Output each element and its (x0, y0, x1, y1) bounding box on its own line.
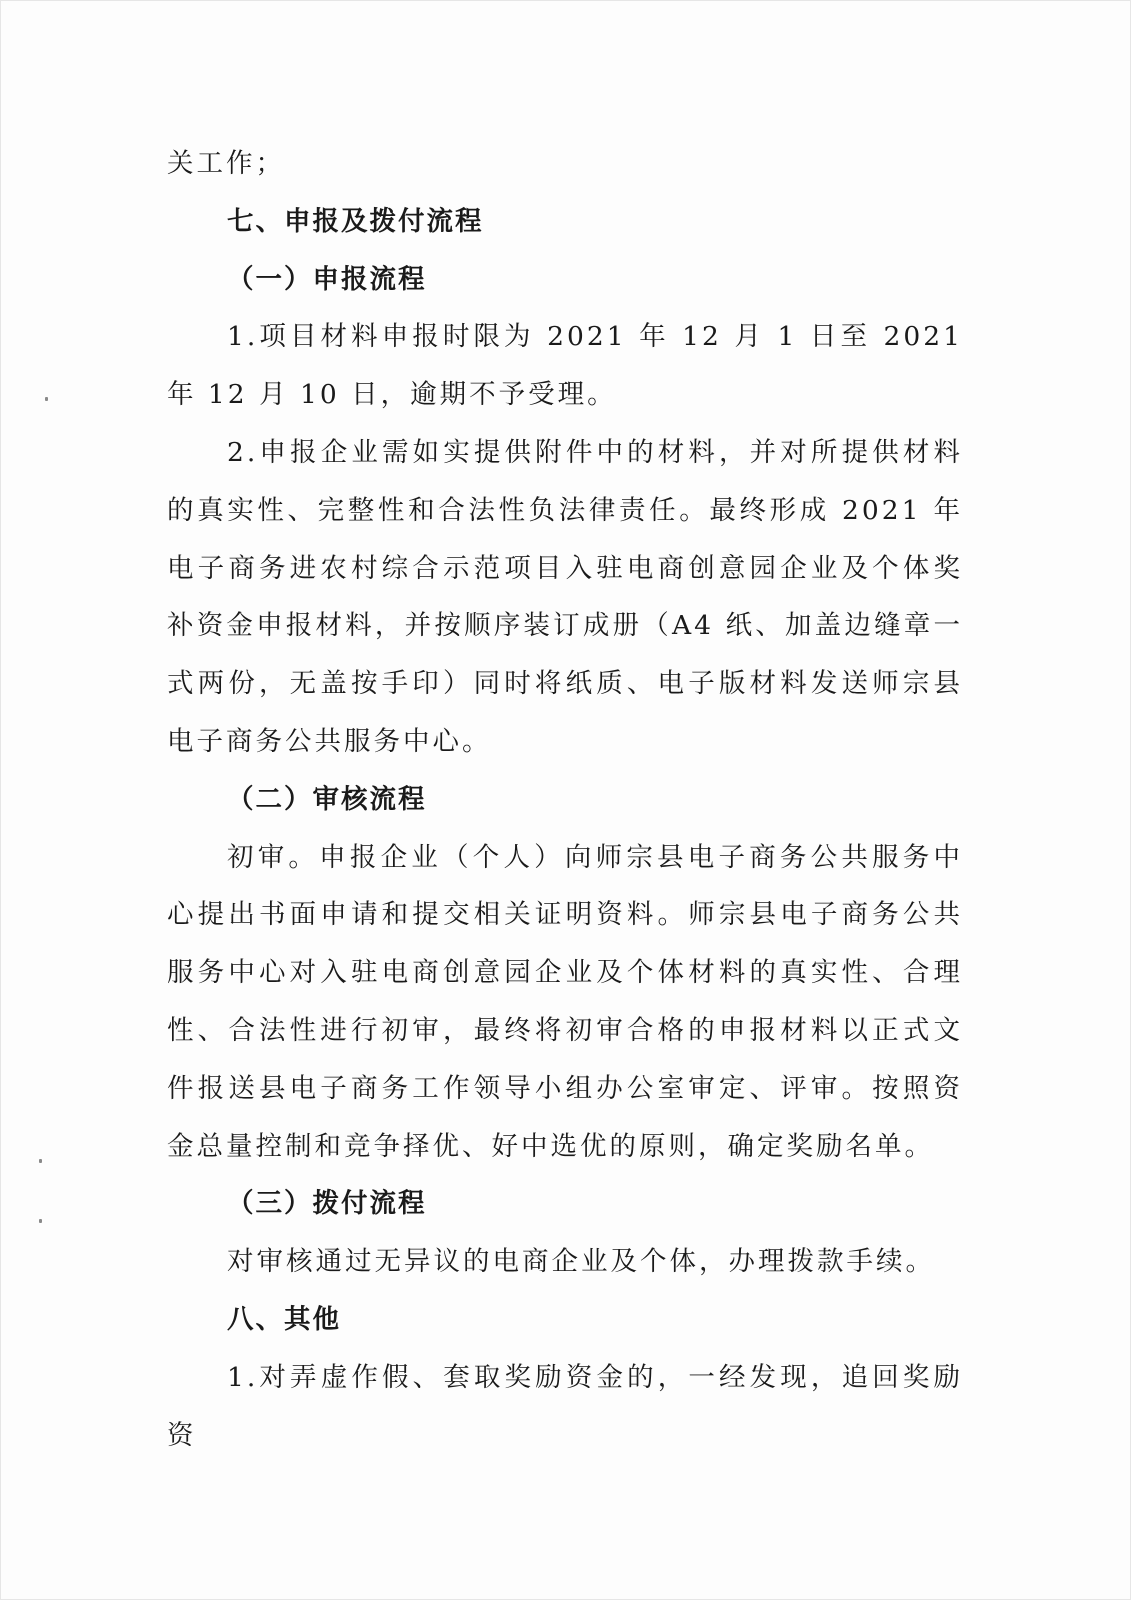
section-heading-8: 八、其他 (227, 1303, 341, 1335)
document-body (167, 135, 963, 1464)
scan-speck (39, 1219, 42, 1223)
paragraph-disbursement: 对审核通过无异议的电商企业及个体，办理拨款手续。 (227, 1246, 935, 1278)
scan-speck (45, 397, 48, 401)
paragraph-continuation: 关工作； (167, 148, 285, 179)
scan-speck (39, 1159, 42, 1163)
paragraph-application-materials: 2.申报企业需如实提供附件中的材料，并对所提供材料的真实性、完整性和合法性负法律责任。最终形成 2021 年电子商务进农村综合示范项目入驻电商创意园企业及个体奖补资金申报材料，并按顺序装订成册（A4 纸、加盖边缝章一式两份，无盖按手印）同时将纸质、电子版材料发送师宗县电子商务公共服务中心。 (167, 436, 963, 757)
section-heading-7: 七、申报及拨付流程 (227, 205, 484, 237)
paragraph-other-1: 1.对弄虚作假、套取奖励资金的，一经发现，追回奖励资 (167, 1361, 963, 1451)
subsection-heading-application: （一）申报流程 (227, 263, 427, 295)
paragraph-review-process: 初审。申报企业（个人）向师宗县电子商务公共服务中心提出书面申请和提交相关证明资料。师宗县电子商务公共服务中心对入驻电商创意园企业及个体材料的真实性、合理性、合法性进行初审，最终将初审合格的申报材料以正式文件报送县电子商务工作领导小组办公室审定、评审。按照资金总量控制和竞争择优、好中选优的原则，确定奖励名单。 (167, 841, 963, 1162)
subsection-heading-disbursement: （三）拨付流程 (227, 1188, 427, 1220)
subsection-heading-review: （二）审核流程 (227, 783, 427, 815)
paragraph-application-deadline: 1.项目材料申报时限为 2021 年 12 月 1 日至 2021 年 12 月 10 日，逾期不予受理。 (167, 321, 963, 411)
